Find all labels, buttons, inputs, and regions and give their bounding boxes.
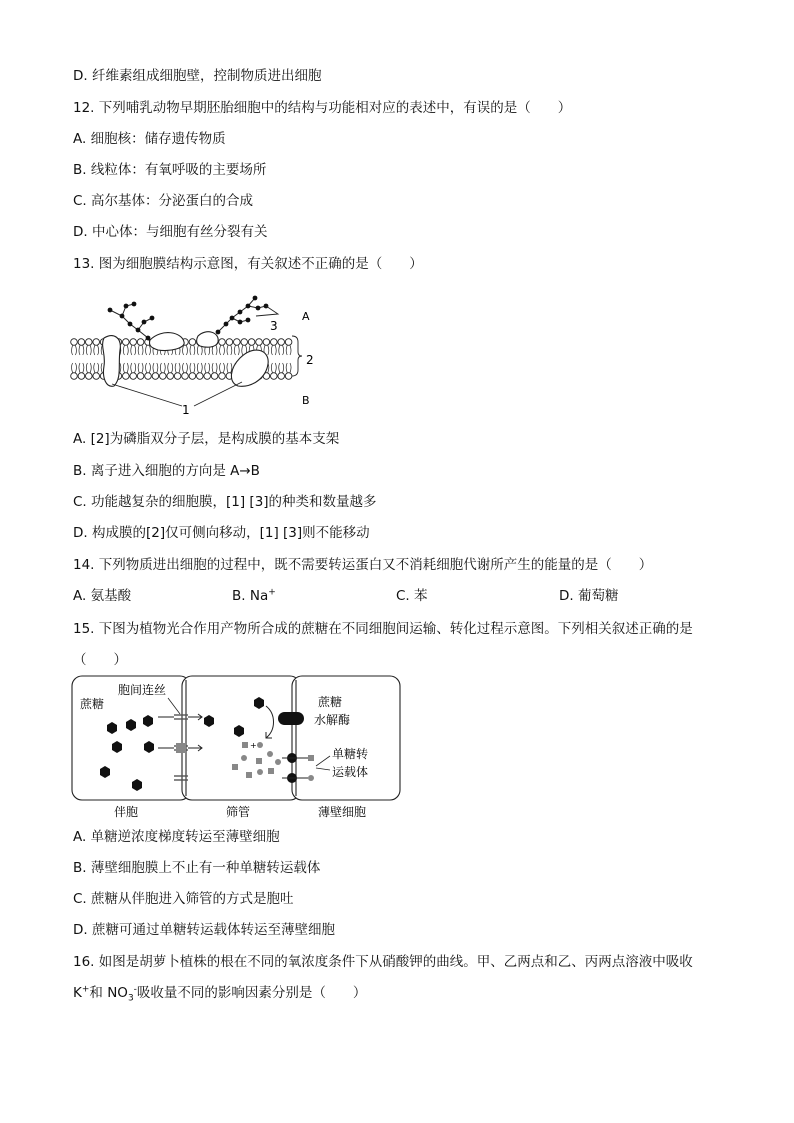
q12-option-d: D. 中心体：与细胞有丝分裂有关 — [73, 224, 268, 240]
q14-options — [73, 587, 713, 605]
plasmodesmata-blocks — [176, 743, 186, 753]
label-parenchyma-cell: 薄壁细胞 — [318, 805, 367, 819]
sieve-tube — [182, 676, 300, 800]
glycoprotein-right — [216, 296, 269, 335]
q13-option-b: B. 离子进入细胞的方向是 A→B — [73, 463, 260, 479]
label-transporter-2: 运载体 — [332, 765, 369, 779]
q11-option-d: D. 纤维素组成细胞壁，控制物质进出细胞 — [73, 68, 322, 84]
sucrose-transport-figure — [70, 674, 404, 824]
membrane-label-3: 3 — [270, 319, 278, 333]
q13-stem: 13. 图为细胞膜结构示意图，有关叙述不正确的是（ ） — [73, 256, 423, 272]
membrane-label-b: B — [302, 394, 310, 407]
sucrase-enzyme — [278, 712, 304, 725]
membrane-label-1: 1 — [182, 403, 190, 417]
q15-stem-paren: （ ） — [73, 652, 127, 668]
q16-stem-line2: K+和 $NO_3^-$吸收量不同的影响因素分别是（ ） — [73, 984, 367, 1004]
q15-option-c: C. 蔗糖从伴胞进入筛管的方式是胞吐 — [73, 891, 294, 907]
q14-stem: 14. 下列物质进出细胞的过程中，既不需要转运蛋白又不消耗细胞代谢所产生的能量的是（ ） — [73, 557, 653, 573]
label-sieve-tube: 筛管 — [226, 805, 251, 819]
q13-option-a: A. [2]为磷脂双分子层，是构成膜的基本支架 — [73, 431, 340, 447]
label-sucrose: 蔗糖 — [80, 697, 105, 711]
q15-stem: 15. 下图为植物光合作用产物所合成的蔗糖在不同细胞间运输、转化过程示意图。下列相关叙述正确的是 — [73, 621, 693, 637]
label-plasmodesmata: 胞间连丝 — [118, 683, 167, 697]
cell-membrane-figure — [70, 288, 330, 418]
q13-option-d: D. 构成膜的[2]仅可侧向移动，[1] [3]则不能移动 — [73, 525, 370, 541]
q15-option-b: B. 薄壁细胞膜上不止有一种单糖转运载体 — [73, 860, 321, 876]
q12-stem: 12. 下列哺乳动物早期胚胎细胞中的结构与功能相对应的表述中，有误的是（ ） — [73, 100, 572, 116]
q14-option-a: A. 氨基酸 — [73, 588, 132, 604]
q12-option-b: B. 线粒体：有氧呼吸的主要场所 — [73, 162, 267, 178]
q14-option-b: B. Na+ — [232, 587, 276, 604]
q13-option-c: C. 功能越复杂的细胞膜，[1] [3]的种类和数量越多 — [73, 494, 377, 510]
q15-option-a: A. 单糖逆浓度梯度转运至薄壁细胞 — [73, 829, 280, 845]
membrane-label-a: A — [302, 310, 310, 323]
parenchyma-cell — [292, 676, 400, 800]
q12-option-a: A. 细胞核：储存遗传物质 — [73, 131, 226, 147]
label-transporter-1: 单糖转 — [332, 747, 369, 761]
q15-option-d: D. 蔗糖可通过单糖转运载体转运至薄壁细胞 — [73, 922, 335, 938]
label-sucrase-2: 水解酶 — [314, 713, 351, 727]
membrane-label-2: 2 — [306, 353, 314, 367]
label-companion-cell: 伴胞 — [114, 805, 139, 819]
q14-option-d: D. 葡萄糖 — [559, 588, 619, 604]
svg-text:+: + — [250, 741, 257, 750]
q12-option-c: C. 高尔基体：分泌蛋白的合成 — [73, 193, 254, 209]
label-sucrase-1: 蔗糖 — [318, 695, 343, 709]
q16-stem: 16. 如图是胡萝卜植株的根在不同的氧浓度条件下从硝酸钾的曲线。甲、乙两点和乙、丙两点溶液中吸收 — [73, 954, 693, 970]
q14-option-c: C. 苯 — [396, 588, 428, 604]
